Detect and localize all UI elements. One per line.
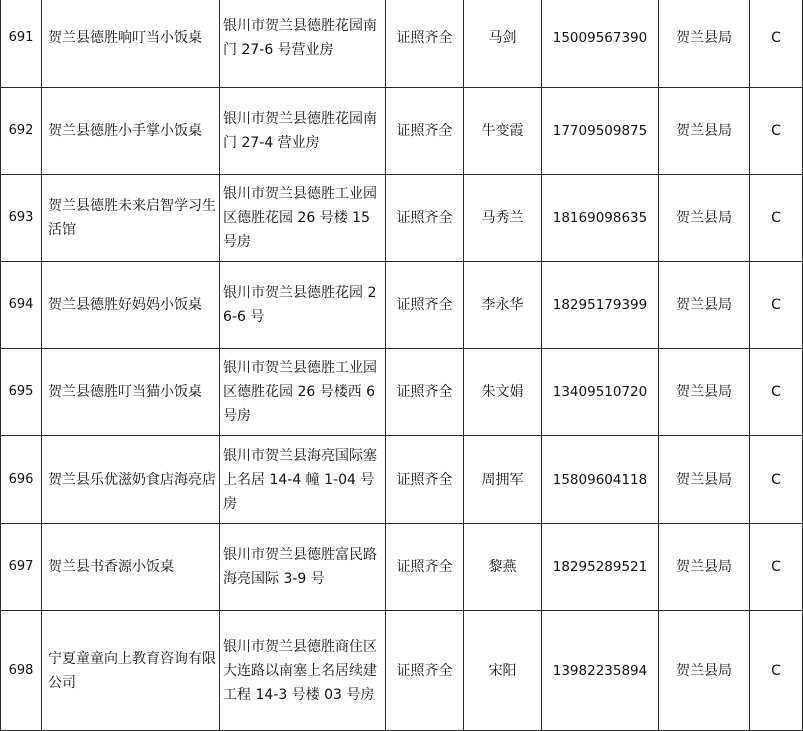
shop-name: 贺兰县德胜响叮当小饭桌 bbox=[42, 0, 220, 88]
table-row bbox=[1, 349, 803, 436]
shop-address: 银川市贺兰县海亮国际塞上名居 14-4 幢 1-04 号房 bbox=[220, 436, 386, 524]
contact-person: 马剑 bbox=[464, 0, 542, 88]
rating-grade: C bbox=[750, 524, 803, 611]
contact-person: 宋阳 bbox=[464, 611, 542, 731]
supervising-agency: 贺兰县局 bbox=[659, 436, 750, 524]
shop-name: 宁夏童童向上教育咨询有限公司 bbox=[42, 611, 220, 731]
contact-phone: 13982235894 bbox=[542, 611, 659, 731]
shop-name: 贺兰县乐优滋奶食店海亮店 bbox=[42, 436, 220, 524]
contact-person: 周拥军 bbox=[464, 436, 542, 524]
contact-phone: 15009567390 bbox=[542, 0, 659, 88]
table-body bbox=[1, 0, 803, 731]
supervising-agency: 贺兰县局 bbox=[659, 175, 750, 262]
shop-name: 贺兰县德胜小手掌小饭桌 bbox=[42, 88, 220, 175]
row-number: 691 bbox=[1, 0, 42, 88]
license-status: 证照齐全 bbox=[386, 175, 464, 262]
supervising-agency: 贺兰县局 bbox=[659, 349, 750, 436]
rating-grade: C bbox=[750, 88, 803, 175]
row-number: 694 bbox=[1, 262, 42, 349]
shop-address: 银川市贺兰县德胜工业园区德胜花园 26 号楼西 6 号房 bbox=[220, 349, 386, 436]
table-row bbox=[1, 611, 803, 731]
contact-phone: 17709509875 bbox=[542, 88, 659, 175]
supervising-agency: 贺兰县局 bbox=[659, 611, 750, 731]
supervising-agency: 贺兰县局 bbox=[659, 524, 750, 611]
supervising-agency: 贺兰县局 bbox=[659, 0, 750, 88]
license-status: 证照齐全 bbox=[386, 611, 464, 731]
contact-person: 朱文娟 bbox=[464, 349, 542, 436]
license-status: 证照齐全 bbox=[386, 349, 464, 436]
shop-address: 银川市贺兰县德胜商住区大连路以南塞上名居续建工程 14-3 号楼 03 号房 bbox=[220, 611, 386, 731]
rating-grade: C bbox=[750, 611, 803, 731]
license-status: 证照齐全 bbox=[386, 0, 464, 88]
rating-grade: C bbox=[750, 0, 803, 88]
shop-name: 贺兰县德胜未来启智学习生活馆 bbox=[42, 175, 220, 262]
contact-person: 牛变霞 bbox=[464, 88, 542, 175]
row-number: 697 bbox=[1, 524, 42, 611]
license-status: 证照齐全 bbox=[386, 88, 464, 175]
shop-address: 银川市贺兰县德胜工业园区德胜花园 26 号楼 15 号房 bbox=[220, 175, 386, 262]
license-status: 证照齐全 bbox=[386, 524, 464, 611]
table-row bbox=[1, 175, 803, 262]
shop-name: 贺兰县德胜叮当猫小饭桌 bbox=[42, 349, 220, 436]
table-row bbox=[1, 262, 803, 349]
shop-name: 贺兰县书香源小饭桌 bbox=[42, 524, 220, 611]
row-number: 698 bbox=[1, 611, 42, 731]
row-number: 693 bbox=[1, 175, 42, 262]
rating-grade: C bbox=[750, 436, 803, 524]
row-number: 692 bbox=[1, 88, 42, 175]
contact-person: 马秀兰 bbox=[464, 175, 542, 262]
row-number: 696 bbox=[1, 436, 42, 524]
shop-address: 银川市贺兰县德胜花园南门 27-6 号营业房 bbox=[220, 0, 386, 88]
contact-phone: 18295289521 bbox=[542, 524, 659, 611]
contact-phone: 13409510720 bbox=[542, 349, 659, 436]
table-row bbox=[1, 524, 803, 611]
supervising-agency: 贺兰县局 bbox=[659, 88, 750, 175]
row-number: 695 bbox=[1, 349, 42, 436]
license-status: 证照齐全 bbox=[386, 262, 464, 349]
rating-grade: C bbox=[750, 349, 803, 436]
contact-phone: 18295179399 bbox=[542, 262, 659, 349]
table-row bbox=[1, 436, 803, 524]
contact-person: 黎燕 bbox=[464, 524, 542, 611]
shop-name: 贺兰县德胜好妈妈小饭桌 bbox=[42, 262, 220, 349]
contact-person: 李永华 bbox=[464, 262, 542, 349]
rating-grade: C bbox=[750, 262, 803, 349]
contact-phone: 18169098635 bbox=[542, 175, 659, 262]
table-row bbox=[1, 88, 803, 175]
license-status: 证照齐全 bbox=[386, 436, 464, 524]
supervising-agency: 贺兰县局 bbox=[659, 262, 750, 349]
shop-address: 银川市贺兰县德胜富民路海亮国际 3-9 号 bbox=[220, 524, 386, 611]
table-row bbox=[1, 0, 803, 88]
contact-phone: 15809604118 bbox=[542, 436, 659, 524]
rating-grade: C bbox=[750, 175, 803, 262]
shop-address: 银川市贺兰县德胜花园南门 27-4 营业房 bbox=[220, 88, 386, 175]
shop-address: 银川市贺兰县德胜花园 26-6 号 bbox=[220, 262, 386, 349]
